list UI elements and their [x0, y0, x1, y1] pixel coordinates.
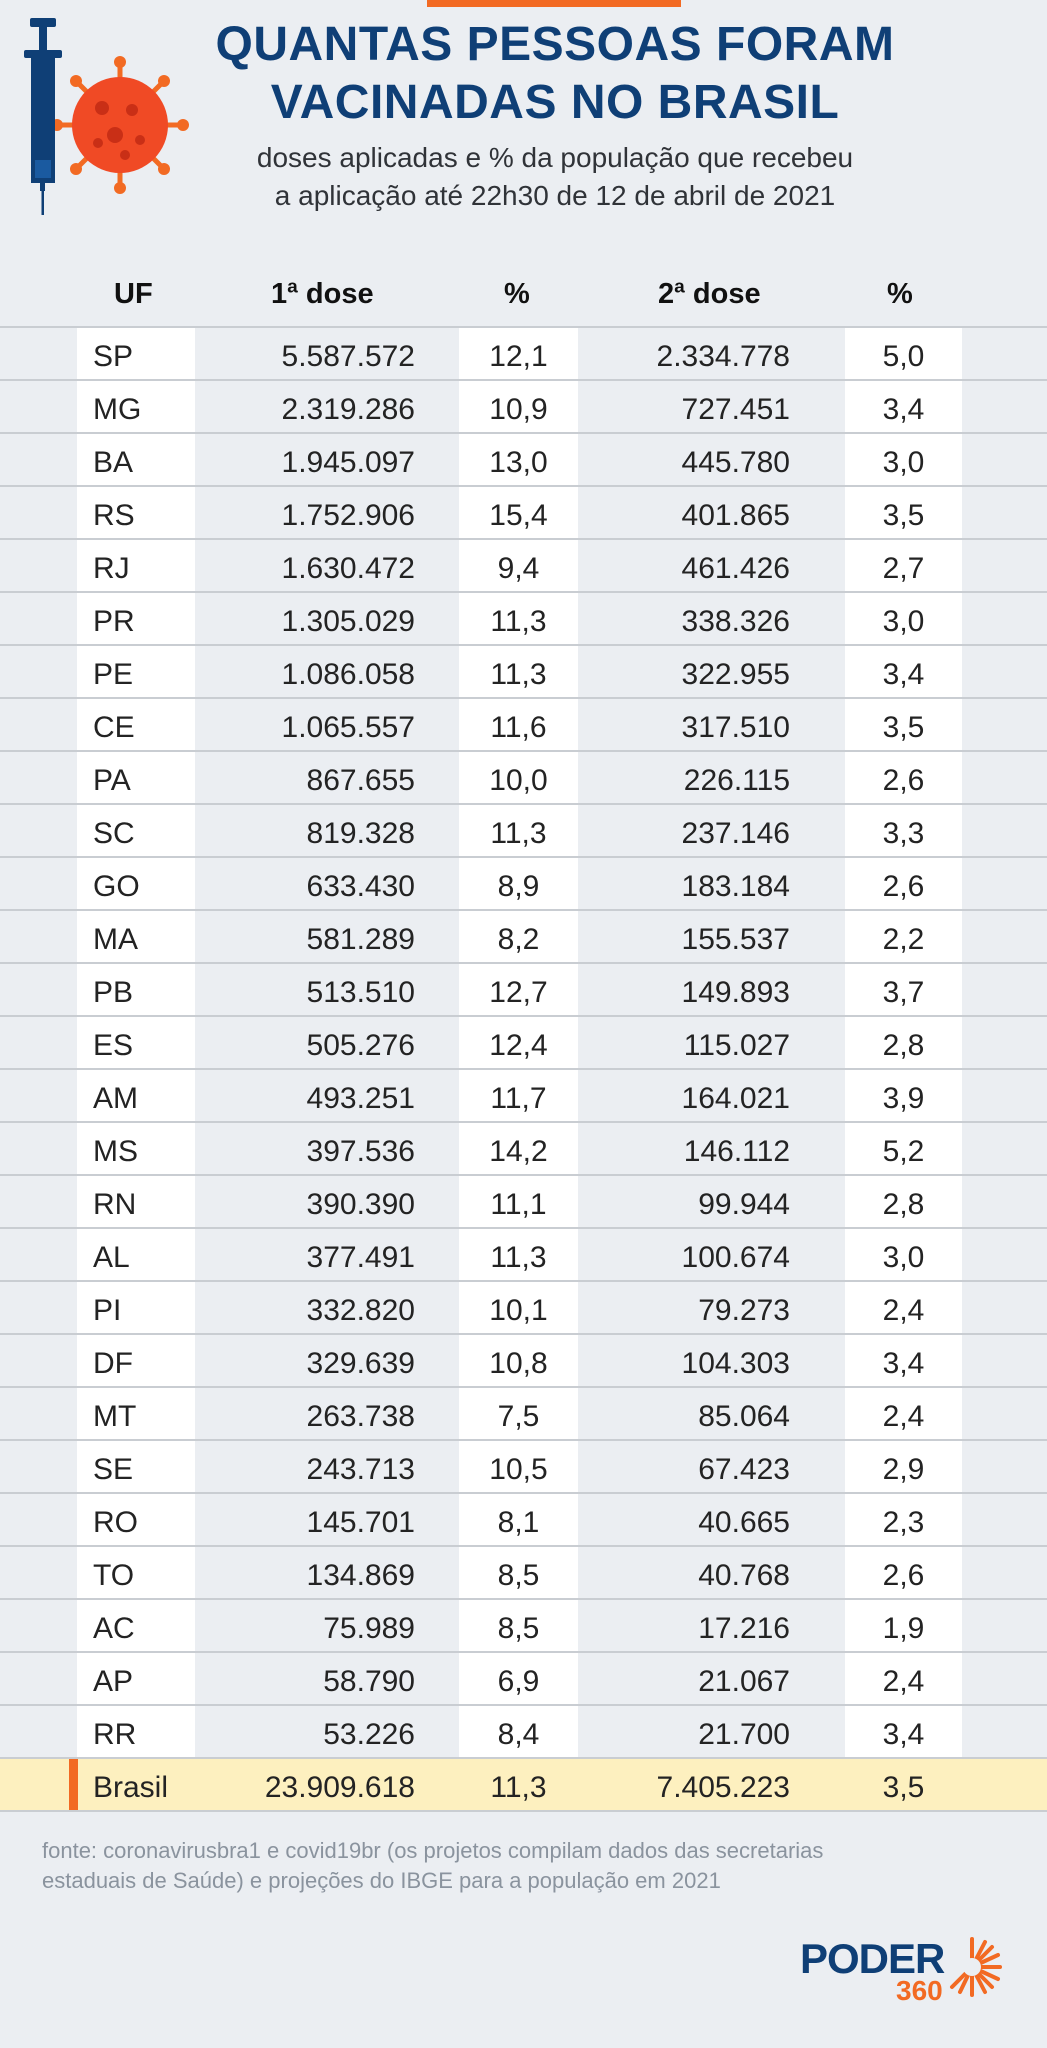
cell-dose2: 2.334.778	[656, 340, 790, 373]
cell-dose1: 505.276	[306, 1029, 415, 1062]
cell-pct1: 11,3	[490, 1771, 547, 1804]
cell-pct2: 1,9	[845, 1600, 962, 1651]
cell-uf: AP	[77, 1653, 195, 1704]
source-line: estaduais de Saúde) e projeções do IBGE para a população em 2021	[42, 1868, 721, 1893]
source-note	[42, 1836, 942, 1896]
table-row	[0, 1176, 1047, 1229]
table-row	[0, 593, 1047, 646]
cell-dose1: 633.430	[306, 870, 415, 903]
cell-uf: PI	[77, 1282, 195, 1333]
cell-pct1: 8,5	[459, 1547, 578, 1598]
cell-dose1: 867.655	[306, 764, 415, 797]
cell-dose2: 164.021	[681, 1082, 790, 1115]
cell-dose1: 390.390	[306, 1188, 415, 1221]
cell-pct2: 3,4	[845, 646, 962, 697]
cell-dose1: 1.630.472	[281, 552, 415, 585]
cell-uf: PE	[77, 646, 195, 697]
cell-dose2: 146.112	[683, 1135, 790, 1168]
virus-icon	[51, 56, 189, 194]
cell-pct2: 2,2	[845, 911, 962, 962]
logo-number: 360	[896, 1975, 943, 2006]
cell-pct1: 8,5	[459, 1600, 578, 1651]
vaccine-illustration	[20, 10, 195, 215]
cell-pct1: 12,1	[459, 328, 578, 379]
cell-uf: RJ	[77, 540, 195, 591]
cell-dose1: 263.738	[306, 1400, 415, 1433]
cell-pct1: 12,7	[459, 964, 578, 1015]
source-line: fonte: coronavirusbra1 e covid19br (os projetos compilam dados das secretarias	[42, 1838, 824, 1863]
cell-dose2: 445.780	[681, 446, 790, 479]
cell-uf: RO	[77, 1494, 195, 1545]
header-pct1: %	[504, 278, 530, 310]
cell-uf: AC	[77, 1600, 195, 1651]
table-row	[0, 646, 1047, 699]
subtitle-line: doses aplicadas e % da população que recebeu	[256, 142, 854, 173]
cell-dose2: 237.146	[681, 817, 790, 850]
top-accent-bar	[427, 0, 681, 7]
cell-pct2: 3,3	[845, 805, 962, 856]
cell-uf: SP	[77, 328, 195, 379]
total-row	[0, 1759, 1047, 1812]
cell-pct1: 13,0	[459, 434, 578, 485]
cell-dose1: 581.289	[306, 923, 415, 956]
cell-pct2: 3,5	[845, 487, 962, 538]
cell-dose2: 149.893	[681, 976, 790, 1009]
table-row	[0, 381, 1047, 434]
cell-dose2: 21.700	[698, 1718, 790, 1751]
cell-dose1: 53.226	[323, 1718, 415, 1751]
cell-pct1: 11,7	[459, 1070, 578, 1121]
cell-dose2: 338.326	[681, 605, 790, 638]
page-title: QUANTAS PESSOAS FORAM VACINADAS NO BRASIL	[215, 18, 895, 129]
header-uf: UF	[114, 278, 153, 310]
cell-dose1: 819.328	[306, 817, 415, 850]
table-body	[0, 328, 1047, 1812]
cell-dose2: 40.768	[698, 1559, 790, 1592]
table-row	[0, 434, 1047, 487]
table-row	[0, 1229, 1047, 1282]
cell-pct2: 2,6	[845, 1547, 962, 1598]
cell-dose2: 322.955	[681, 658, 790, 691]
cell-pct2: 3,5	[882, 1771, 925, 1804]
cell-pct2: 2,9	[845, 1441, 962, 1492]
table-row	[0, 1706, 1047, 1759]
cell-dose1: 23.909.618	[264, 1771, 415, 1804]
cell-pct1: 10,1	[459, 1282, 578, 1333]
cell-pct1: 10,5	[459, 1441, 578, 1492]
cell-pct2: 2,6	[845, 752, 962, 803]
cell-pct2: 2,4	[845, 1282, 962, 1333]
cell-dose1: 513.510	[306, 976, 415, 1009]
cell-pct1: 7,5	[459, 1388, 578, 1439]
subtitle-line: a aplicação até 22h30 de 12 de abril de 2021	[274, 180, 836, 211]
cell-dose1: 75.989	[323, 1612, 415, 1645]
cell-pct2: 2,8	[845, 1176, 962, 1227]
table-header	[0, 262, 1047, 328]
cell-uf: PA	[77, 752, 195, 803]
table-row	[0, 858, 1047, 911]
cell-dose1: 5.587.572	[281, 340, 415, 373]
cell-dose2: 401.865	[681, 499, 790, 532]
cell-dose2: 85.064	[698, 1400, 790, 1433]
cell-pct1: 11,3	[459, 1229, 578, 1280]
cell-dose1: 1.945.097	[281, 446, 415, 479]
cell-pct1: 11,6	[459, 699, 578, 750]
cell-pct2: 2,6	[845, 858, 962, 909]
table-row	[0, 1123, 1047, 1176]
cell-dose2: 461.426	[681, 552, 790, 585]
cell-uf: RR	[77, 1706, 195, 1757]
cell-dose2: 115.027	[683, 1029, 790, 1062]
table-row	[0, 1547, 1047, 1600]
header-dose2: 2ª dose	[658, 278, 761, 310]
page-subtitle	[210, 139, 900, 215]
cell-uf: DF	[77, 1335, 195, 1386]
cell-dose1: 2.319.286	[281, 393, 415, 426]
cell-dose2: 17.216	[698, 1612, 790, 1645]
cell-uf: MT	[77, 1388, 195, 1439]
table-row	[0, 540, 1047, 593]
cell-uf: AL	[77, 1229, 195, 1280]
logo-wordmark: PODER	[800, 1935, 945, 1982]
cell-dose1: 1.752.906	[281, 499, 415, 532]
cell-pct2: 2,4	[845, 1653, 962, 1704]
cell-dose1: 493.251	[306, 1082, 415, 1115]
cell-uf: SC	[77, 805, 195, 856]
cell-pct2: 2,3	[845, 1494, 962, 1545]
header-pct2: %	[887, 278, 913, 310]
cell-dose1: 58.790	[323, 1665, 415, 1698]
cell-uf: CE	[77, 699, 195, 750]
cell-pct1: 11,3	[459, 805, 578, 856]
cell-dose1: 329.639	[306, 1347, 415, 1380]
cell-dose2: 100.674	[681, 1241, 790, 1274]
cell-dose2: 99.944	[698, 1188, 790, 1221]
table-row	[0, 964, 1047, 1017]
cell-dose2: 79.273	[698, 1294, 790, 1327]
cell-pct2: 3,0	[845, 434, 962, 485]
cell-uf: AM	[77, 1070, 195, 1121]
cell-dose1: 1.065.557	[281, 711, 415, 744]
cell-uf: MS	[77, 1123, 195, 1174]
cell-pct1: 8,2	[459, 911, 578, 962]
cell-dose1: 1.086.058	[281, 658, 415, 691]
table-row	[0, 699, 1047, 752]
cell-pct1: 12,4	[459, 1017, 578, 1068]
cell-uf: RS	[77, 487, 195, 538]
cell-dose1: 134.869	[306, 1559, 415, 1592]
cell-dose2: 7.405.223	[656, 1771, 790, 1804]
cell-pct2: 5,0	[845, 328, 962, 379]
cell-pct1: 8,4	[459, 1706, 578, 1757]
cell-pct1: 10,9	[459, 381, 578, 432]
cell-uf: TO	[77, 1547, 195, 1598]
cell-pct1: 14,2	[459, 1123, 578, 1174]
table-row	[0, 487, 1047, 540]
cell-uf: SE	[77, 1441, 195, 1492]
cell-pct1: 15,4	[459, 487, 578, 538]
table-row	[0, 1017, 1047, 1070]
cell-pct2: 3,4	[845, 1706, 962, 1757]
table-row	[0, 328, 1047, 381]
cell-dose2: 226.115	[683, 764, 790, 797]
cell-dose1: 1.305.029	[281, 605, 415, 638]
sun-rays-icon	[940, 1935, 1004, 1999]
syringe-icon	[24, 18, 62, 215]
cell-uf: PR	[77, 593, 195, 644]
cell-dose2: 104.303	[681, 1347, 790, 1380]
cell-dose2: 67.423	[698, 1453, 790, 1486]
cell-pct2: 3,7	[845, 964, 962, 1015]
table-row	[0, 805, 1047, 858]
cell-dose1: 145.701	[306, 1506, 415, 1539]
cell-dose1: 243.713	[306, 1453, 415, 1486]
table-row	[0, 1600, 1047, 1653]
cell-pct1: 11,1	[459, 1176, 578, 1227]
poder360-logo	[800, 1935, 1010, 2005]
cell-uf: RN	[77, 1176, 195, 1227]
cell-pct1: 10,0	[459, 752, 578, 803]
header-dose1: 1ª dose	[271, 278, 374, 310]
cell-dose2: 21.067	[698, 1665, 790, 1698]
cell-pct1: 11,3	[459, 646, 578, 697]
cell-dose2: 155.537	[681, 923, 790, 956]
cell-dose2: 317.510	[681, 711, 790, 744]
cell-pct2: 3,9	[845, 1070, 962, 1121]
cell-uf: PB	[77, 964, 195, 1015]
cell-pct1: 8,9	[459, 858, 578, 909]
table-row	[0, 1070, 1047, 1123]
cell-uf: BA	[77, 434, 195, 485]
cell-pct1: 9,4	[459, 540, 578, 591]
cell-uf: MG	[77, 381, 195, 432]
cell-uf: ES	[77, 1017, 195, 1068]
cell-pct1: 8,1	[459, 1494, 578, 1545]
table-row	[0, 911, 1047, 964]
cell-pct2: 3,0	[845, 1229, 962, 1280]
cell-pct2: 5,2	[845, 1123, 962, 1174]
table-row	[0, 1388, 1047, 1441]
table-row	[0, 1441, 1047, 1494]
cell-pct1: 11,3	[459, 593, 578, 644]
table-row	[0, 1653, 1047, 1706]
table-row	[0, 1282, 1047, 1335]
table-row	[0, 1335, 1047, 1388]
cell-pct2: 3,0	[845, 593, 962, 644]
cell-pct1: 10,8	[459, 1335, 578, 1386]
cell-uf: MA	[77, 911, 195, 962]
table-row	[0, 1494, 1047, 1547]
cell-uf: GO	[77, 858, 195, 909]
cell-pct2: 2,4	[845, 1388, 962, 1439]
cell-pct2: 3,4	[845, 1335, 962, 1386]
cell-pct2: 3,5	[845, 699, 962, 750]
cell-pct1: 6,9	[459, 1653, 578, 1704]
cell-pct2: 2,8	[845, 1017, 962, 1068]
cell-pct2: 3,4	[845, 381, 962, 432]
vaccination-table	[0, 262, 1047, 1812]
cell-dose1: 332.820	[306, 1294, 415, 1327]
cell-dose2: 40.665	[698, 1506, 790, 1539]
cell-dose1: 397.536	[306, 1135, 415, 1168]
cell-pct2: 2,7	[845, 540, 962, 591]
cell-uf: Brasil	[93, 1771, 169, 1804]
cell-dose1: 377.491	[306, 1241, 415, 1274]
table-row	[0, 752, 1047, 805]
cell-dose2: 183.184	[681, 870, 790, 903]
cell-dose2: 727.451	[681, 393, 790, 426]
